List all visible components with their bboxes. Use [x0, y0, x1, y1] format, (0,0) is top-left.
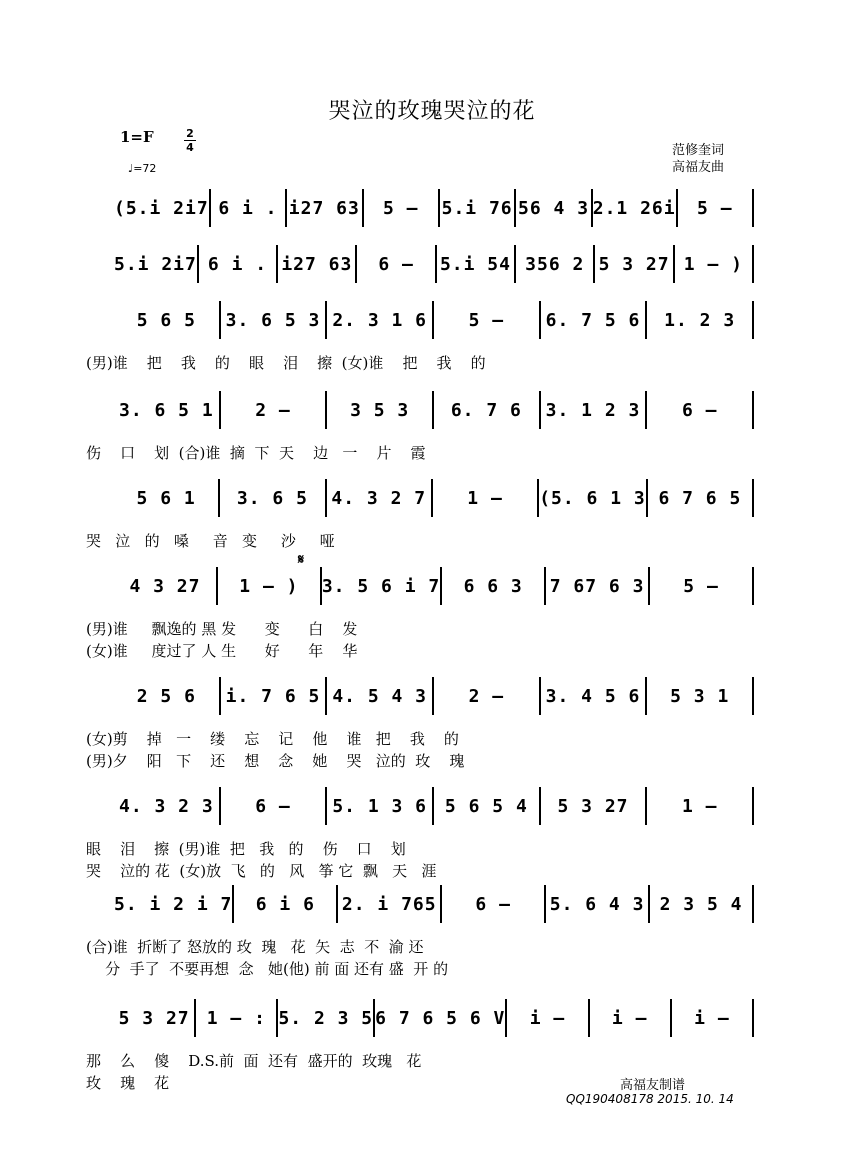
- lyric-line: 哭 泣的 花 (女)放 飞 的 风 筝 它 飘 天 涯: [86, 862, 437, 880]
- measure: 1 – :: [206, 1007, 266, 1029]
- measure: 2 –: [468, 685, 505, 707]
- measure: 3. 6 5 1: [118, 399, 214, 421]
- measure: 5. i 2 i 7: [114, 893, 233, 915]
- notation-row: [114, 300, 754, 340]
- measure: 1. 2 3: [664, 309, 736, 331]
- measure: 6 –: [255, 795, 291, 817]
- lyric-line: 分 手了 不要再想 念 她(他) 前 面 还有 盛 开 的: [86, 960, 449, 978]
- notation-row: [114, 566, 754, 606]
- measure: 5 3 27: [598, 253, 670, 275]
- notation-row: [114, 188, 754, 228]
- measure: 6 7 6 5: [658, 487, 742, 509]
- lyric-line: 哭 泣 的 嗓 音 变 沙 哑: [86, 532, 335, 550]
- measure: 4. 3 2 3: [118, 795, 214, 817]
- key-signature: 1=F: [120, 128, 154, 146]
- measure: 5. 2 3 5: [278, 1007, 374, 1029]
- barline: [752, 677, 754, 715]
- barline: [752, 301, 754, 339]
- measure: 2. i 765: [341, 893, 437, 915]
- measure: i –: [611, 1007, 648, 1029]
- measure: i. 7 6 5: [225, 685, 321, 707]
- measure: 6. 7 5 6: [545, 309, 641, 331]
- lyric-line: (女)谁 度过了 人 生 好 年 华: [86, 642, 358, 660]
- measure: i27 63: [288, 197, 360, 219]
- notation-row: [114, 786, 754, 826]
- measure: 5 3 27: [118, 1007, 190, 1029]
- lyric-line: 伤 口 划 (合)谁 摘 下 天 边 一 片 霞: [86, 444, 426, 462]
- lyric-line: (女)剪 掉 一 缕 忘 记 他 谁 把 我 的: [86, 730, 459, 748]
- notation-row: [114, 884, 754, 924]
- measure: 6 6 3: [463, 575, 523, 597]
- measure: 2 –: [255, 399, 291, 421]
- measure: 5.i 2i7: [114, 253, 197, 275]
- barline: [752, 885, 754, 923]
- measure: 5. 6 4 3: [549, 893, 645, 915]
- notation-row: [114, 676, 754, 716]
- measure: 3 5 3: [350, 399, 410, 421]
- lyric-line: (男)谁 飘逸的 黑 发 变 白 发: [86, 620, 358, 638]
- barline: [752, 999, 754, 1037]
- measure: 3. 6 5: [236, 487, 308, 509]
- barline: [752, 787, 754, 825]
- measure: 1 – ): [239, 575, 299, 597]
- lyric-line: 那 么 傻 D.S.前 面 还有 盛开的 玫瑰 花: [86, 1052, 422, 1070]
- measure: 3. 6 5 3: [225, 309, 321, 331]
- measure: 356 2: [525, 253, 585, 275]
- measure: 2 5 6: [136, 685, 196, 707]
- measure: 1 –: [681, 795, 718, 817]
- measure: 5 6 5 4: [444, 795, 528, 817]
- measure: 5 3 27: [557, 795, 629, 817]
- measure: 56 4 3: [518, 197, 590, 219]
- measure: 6 –: [681, 399, 718, 421]
- measure: 5 6 5: [136, 309, 196, 331]
- lyric-line: (男)夕 阳 下 还 想 念 她 哭 泣的 玫 瑰: [86, 752, 465, 770]
- barline: [752, 245, 754, 283]
- measure: i27 63: [281, 253, 353, 275]
- meter-top: 2: [186, 127, 194, 140]
- measure: 6 i 6: [255, 893, 315, 915]
- meter-bottom: 4: [186, 141, 194, 154]
- measure: 2.1 26i: [592, 197, 676, 219]
- measure: 3. 5 6 i 7: [321, 575, 441, 597]
- measure: 4 3 27: [129, 575, 201, 597]
- notation-row: [114, 244, 754, 284]
- lyric-line: 眼 泪 擦 (男)谁 把 我 的 伤 口 划: [86, 840, 406, 858]
- measure: (5.i 2i7: [114, 197, 209, 219]
- measure: 7 67 6 3: [549, 575, 645, 597]
- measure: i –: [529, 1007, 566, 1029]
- composer: 高福友曲: [672, 160, 725, 175]
- segno-sign: 𝄋: [298, 552, 305, 568]
- barline: [752, 391, 754, 429]
- measure: 5 –: [697, 197, 733, 219]
- measure: 5 3 1: [670, 685, 730, 707]
- lyric-line: (合)谁 折断了 怒放的 玫 瑰 花 矢 志 不 渝 还: [86, 938, 424, 956]
- tempo-marking: ♩=72: [128, 162, 157, 175]
- measure: 6 7 6 5 6 V: [375, 1007, 506, 1029]
- measure: 6 –: [378, 253, 414, 275]
- arranger-credit: 高福友制谱: [620, 1078, 686, 1093]
- barline: [752, 567, 754, 605]
- footer-contact-date: QQ190408178 2015. 10. 14: [566, 1092, 734, 1106]
- measure: 5.i 54: [439, 253, 511, 275]
- barline: [752, 479, 754, 517]
- measure: 5 –: [382, 197, 419, 219]
- lyric-line: 玫 瑰 花: [86, 1074, 170, 1092]
- measure: 6 i .: [207, 253, 268, 275]
- lyricist: 范修奎词: [672, 143, 725, 158]
- measure: 5.i 76: [441, 197, 513, 219]
- time-signature: [184, 128, 196, 153]
- measure: 2 3 5 4: [659, 893, 743, 915]
- measure: 3. 1 2 3: [545, 399, 641, 421]
- notation-row: [114, 390, 754, 430]
- measure: 6 i .: [218, 197, 278, 219]
- measure: 5 6 1: [136, 487, 196, 509]
- measure: 4. 3 2 7: [331, 487, 427, 509]
- measure: 5. 1 3 6: [332, 795, 428, 817]
- measure: 6. 7 6: [450, 399, 522, 421]
- measure: 1 – ): [683, 253, 743, 275]
- lyric-line: (男)谁 把 我 的 眼 泪 擦 (女)谁 把 我 的: [86, 354, 486, 372]
- measure: 6 –: [475, 893, 511, 915]
- notation-row: [114, 478, 754, 518]
- measure: 1 –: [467, 487, 503, 509]
- measure: 5 –: [683, 575, 719, 597]
- measure: (5. 6 1 3: [539, 487, 646, 509]
- measure: i –: [694, 1007, 730, 1029]
- measure: 2. 3 1 6: [332, 309, 428, 331]
- barline: [752, 189, 754, 227]
- song-title: 哭泣的玫瑰哭泣的花: [328, 99, 536, 124]
- measure: 3. 4 5 6: [545, 685, 641, 707]
- measure: 4. 5 4 3: [332, 685, 428, 707]
- credits: [672, 142, 724, 176]
- measure: 5 –: [468, 309, 505, 331]
- notation-row: [114, 998, 754, 1038]
